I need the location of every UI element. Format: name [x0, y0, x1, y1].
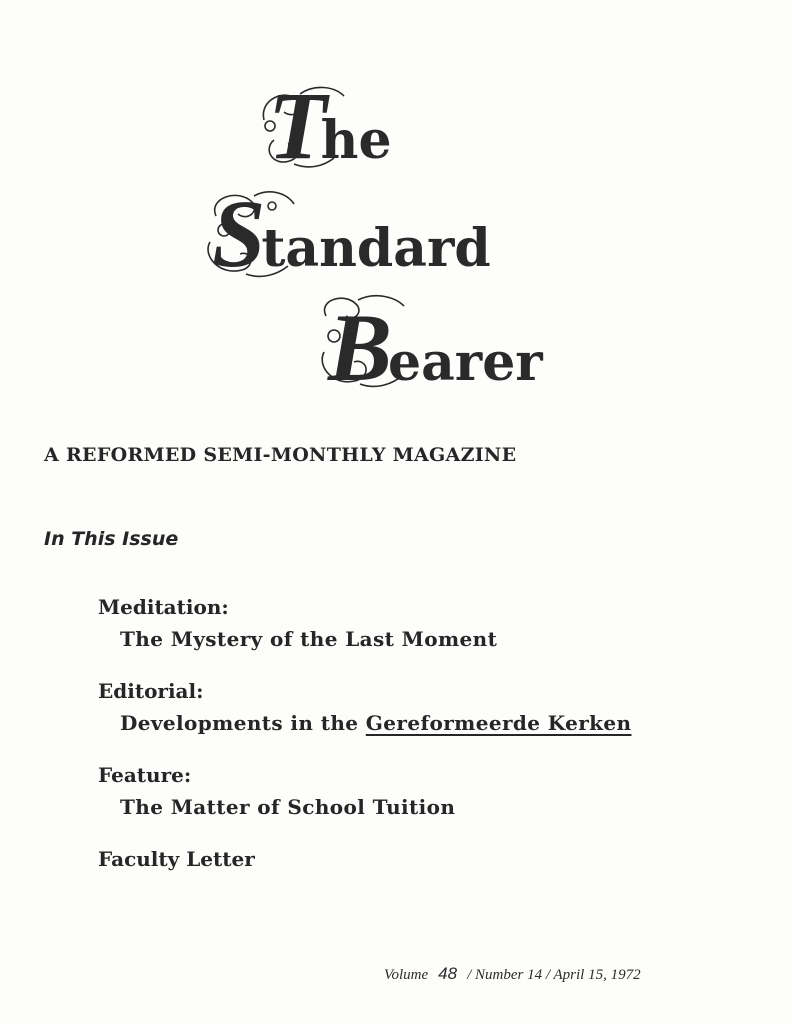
masthead-text-he: he: [320, 110, 392, 171]
toc-section-heading: Faculty Letter: [98, 847, 255, 871]
toc-article-title: The Mystery of the Last Moment: [120, 627, 498, 651]
masthead-text-earer: earer: [388, 332, 543, 393]
masthead-line-bearer: [328, 294, 543, 401]
toc-article-title: [120, 710, 632, 736]
toc-article-title: The Matter of School Tuition: [120, 795, 456, 819]
masthead-line-standard: [212, 180, 491, 287]
masthead-initial-t: T: [268, 78, 327, 174]
masthead-initial-s: S: [212, 186, 265, 282]
volume-number: 48: [438, 964, 458, 983]
in-this-issue-heading: In This Issue: [44, 528, 179, 550]
toc-article-title-prefix: Developments in the: [120, 711, 366, 735]
toc-section-heading: Feature:: [98, 763, 192, 787]
magazine-subtitle: A REFORMED SEMI-MONTHLY MAGAZINE: [44, 444, 517, 466]
masthead-line-the: [268, 72, 392, 179]
masthead-initial-b: B: [328, 300, 392, 396]
toc-article-title-underlined: Gereformeerde Kerken: [365, 711, 632, 735]
masthead-text-tandard: tandard: [261, 218, 491, 279]
issue-number-date: / Number 14 / April 15, 1972: [467, 967, 641, 983]
toc-section-heading: Meditation:: [98, 595, 229, 619]
volume-label: Volume: [384, 967, 429, 983]
issue-info: [384, 964, 641, 984]
toc-section-heading: Editorial:: [98, 679, 204, 703]
